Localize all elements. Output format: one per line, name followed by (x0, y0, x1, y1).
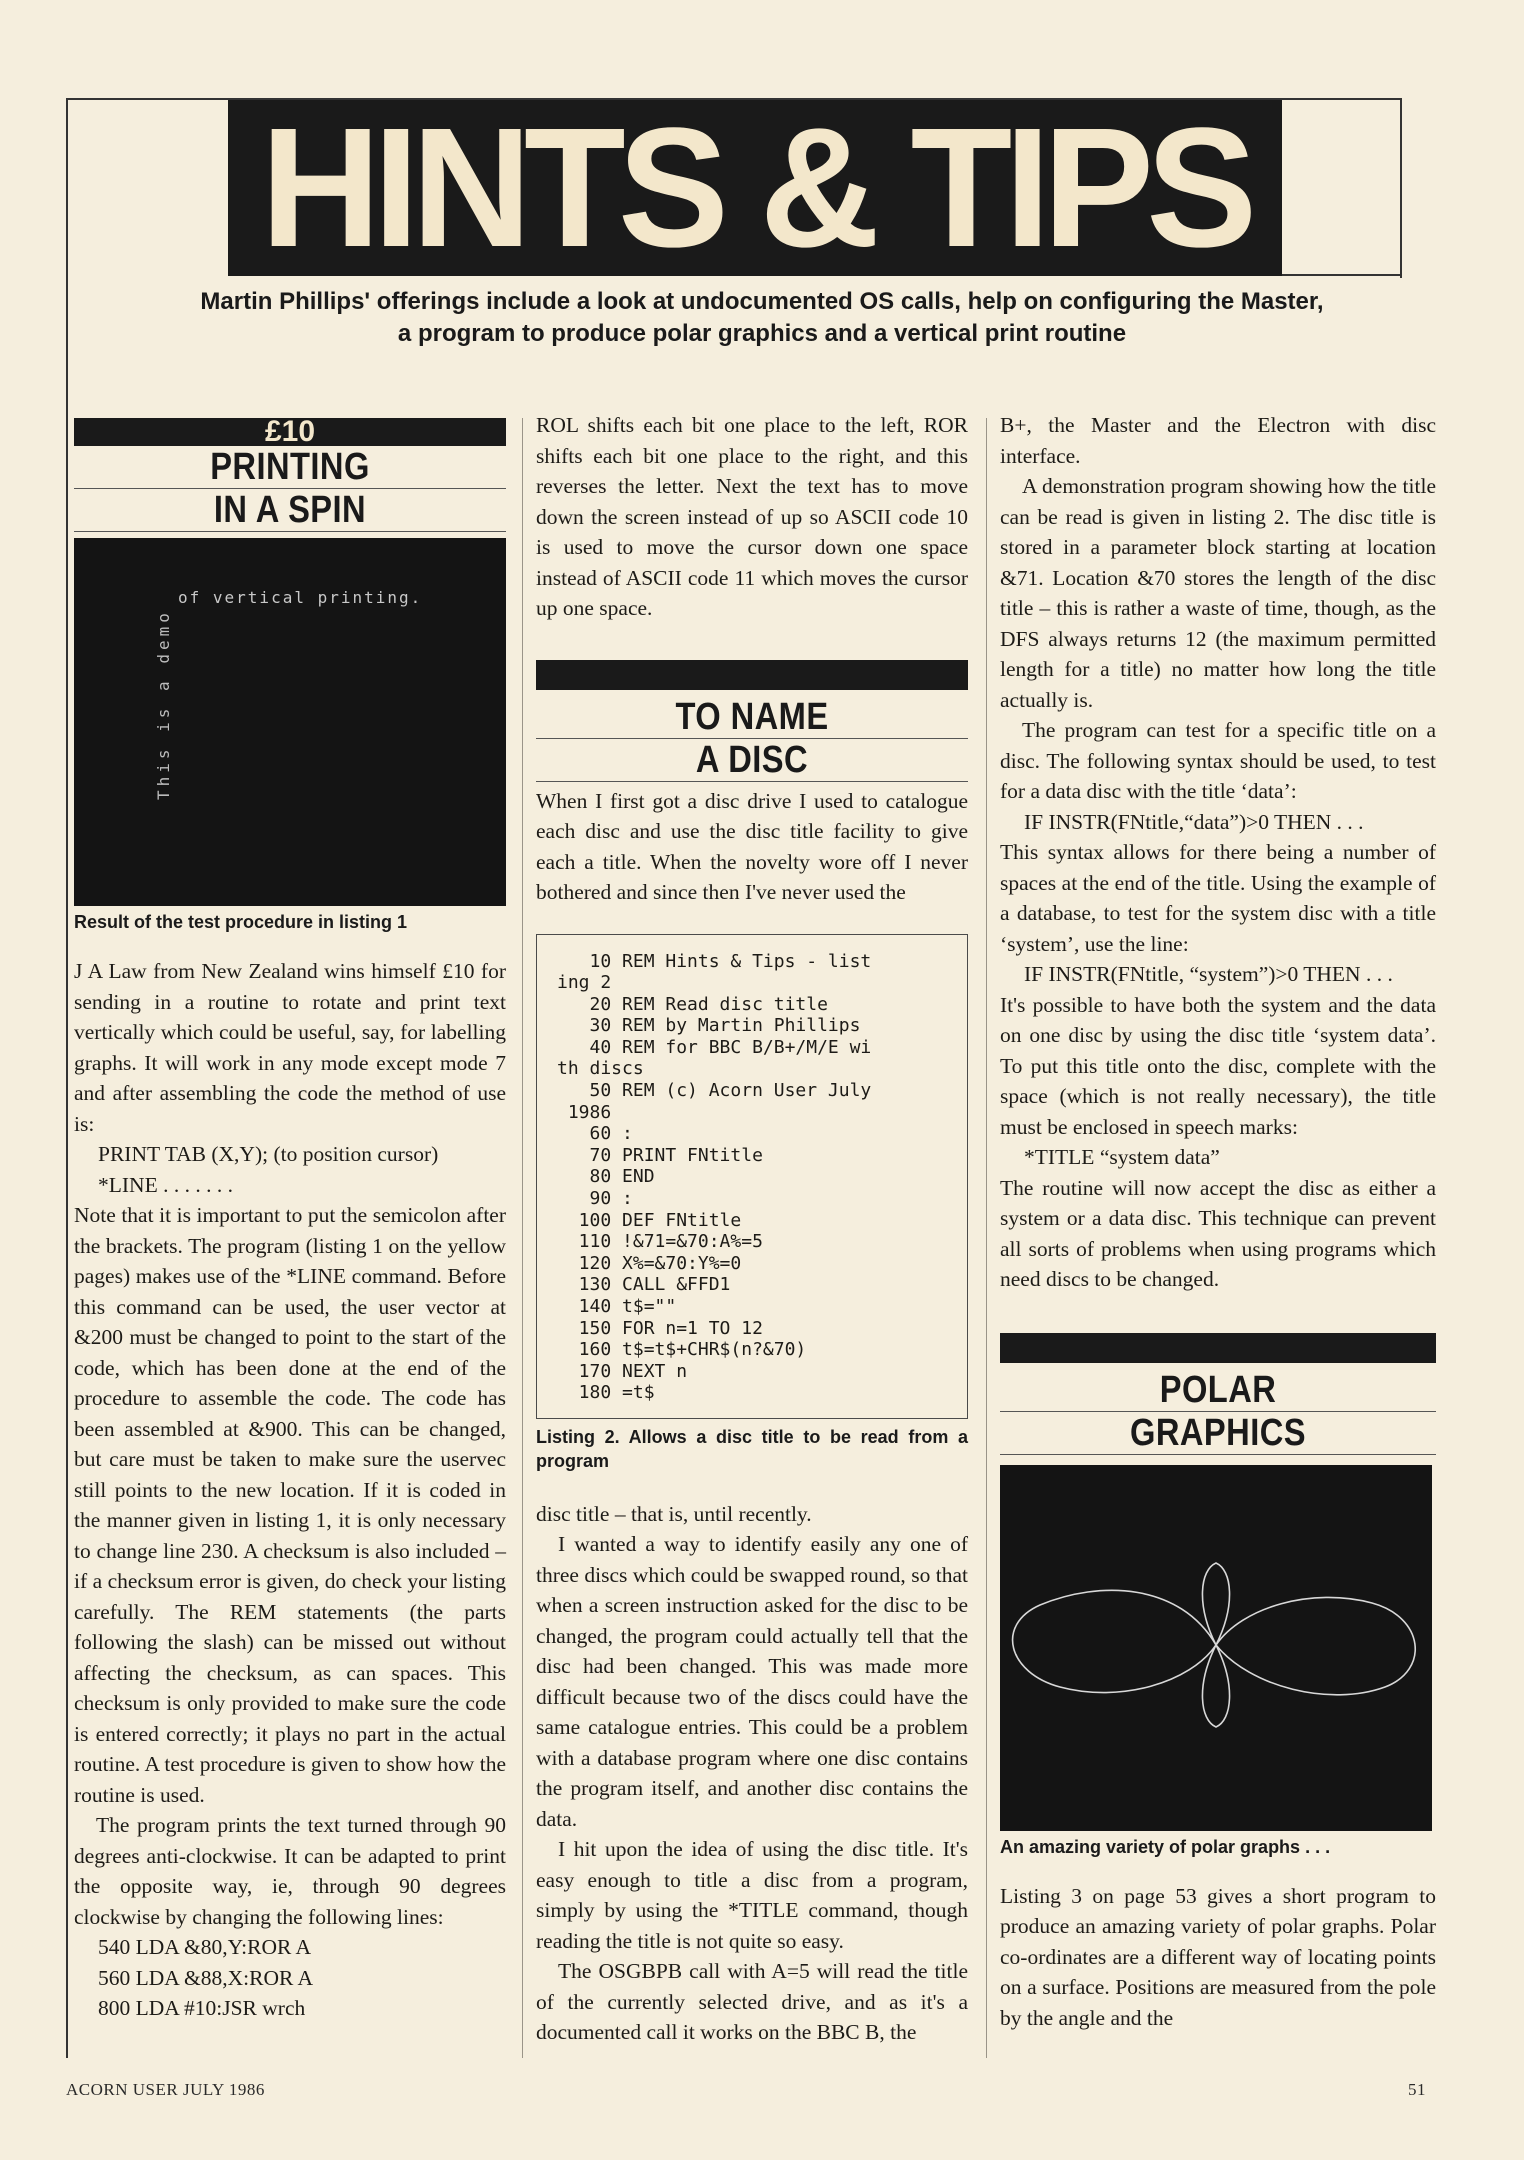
polar-graph-drawing (1000, 1465, 1432, 1831)
heading-rule (74, 531, 506, 532)
column-2 (536, 410, 968, 2048)
listing-caption: Listing 2. Allows a disc title to be read from a program (536, 1426, 968, 1471)
section-heading-polar (1000, 1333, 1436, 1455)
paragraph: When I first got a disc drive I used to catalogue each disc and use the disc title facility to give each a title. When the novelty wore off I never bothered and since then I've never used the (536, 788, 968, 904)
code-line: 540 LDA &80,Y:ROR A (98, 1935, 312, 1959)
heading-line-2: A DISC (695, 738, 809, 781)
paragraph: The OSGBPB call with A=5 will read the title of the currently selected drive, and as it's a documented call it works on the BBC B, the (536, 1959, 968, 2045)
image-caption: Result of the test procedure in listing 1 (74, 912, 408, 932)
paragraph: J A Law from New Zealand wins himself £10 for sending in a routine to rotate and print text vertically which could be useful, say, for labelling graphs. It will work in any mode except mode 7 and after assembling the code the method of use is: (74, 959, 506, 1136)
screen-horizontal-text: of vertical printing. (178, 588, 423, 607)
heading-line-2: GRAPHICS (1130, 1411, 1306, 1454)
code-line: *TITLE “system data” (1024, 1145, 1220, 1169)
article-body (536, 1499, 968, 2048)
code-line: IF INSTR(FNtitle, “system”)>0 THEN . . . (1024, 962, 1393, 986)
paragraph: I hit upon the idea of using the disc title. It's easy enough to title a disc from a program, simply by using the *TITLE command, though reading the title is not quite so easy. (536, 1837, 968, 1953)
paragraph: This syntax allows for there being a number of spaces at the end of the title. Using the example of a database, to test for the system disc with a title ‘system’, use the line: (1000, 840, 1436, 956)
section-heading-disc (536, 660, 968, 782)
page-frame-left (66, 98, 68, 2058)
paragraph: Listing 3 on page 53 gives a short program to produce an amazing variety of polar graphs. Polar co-ordinates are a different way of locating points on a surface. Positions are measured from the pole by the angle and the (1000, 1883, 1436, 2030)
polar-graph-screenshot (1000, 1465, 1432, 1831)
paragraph: Note that it is important to put the semicolon after the brackets. The program (listing 1 on the yellow pages) makes use of the *LINE command. Before this command can be used, the user vector at &200 must be changed to point to the start of the code, which has been done at the end of the procedure to assemble the code. The code has been assembled at &900. This can be changed, but care must be taken to make sure the uservec still points to the new location. If it is coded in the manner given in listing 1, it is only necessary to change line 230. A checksum is also included – if a checksum error is given, do check your listing carefully. The REM statements (the parts following the slash) can be missed out without affecting the checksum, as can spaces. This checksum is only provided to make sure the code is entered correctly; it plays no part in the actual routine. A test procedure is given to show how the routine is used. (74, 1203, 506, 1807)
paragraph: It's possible to have both the system and the data on one disc by using the disc title ‘system data’. To put this title onto the disc, complete with the space (which is not really necessary), the title must be enclosed in speech marks: (1000, 992, 1436, 1139)
section-heading-printing (74, 415, 506, 532)
title-rule (1282, 274, 1402, 276)
vertical-print-screenshot (74, 538, 506, 906)
page-number: 51 (1408, 2080, 1426, 2099)
column-rule (522, 418, 523, 2058)
command-line: *LINE . . . . . . . (98, 1172, 233, 1197)
article-body (74, 956, 506, 2024)
page-frame-right (1400, 98, 1402, 278)
standfirst-line-1: Martin Phillips' offerings include a look at undocumented OS calls, help on configuring the Master, (200, 288, 1324, 315)
heading-rule (1000, 1454, 1436, 1455)
standfirst (120, 286, 1404, 350)
heading-rule (536, 781, 968, 782)
code-line: 800 LDA #10:JSR wrch (98, 1996, 306, 2020)
prize-label: £10 (264, 415, 316, 448)
heading-line-1: TO NAME (675, 695, 829, 738)
paragraph: The routine will now accept the disc as either a system or a data disc. This technique can prevent all sorts of problems when using programs which need discs to be changed. (1000, 1175, 1436, 1291)
heading-bar (536, 660, 968, 690)
code-listing-2 (536, 934, 968, 1419)
column-rule (986, 418, 987, 2058)
paragraph: I wanted a way to identify easily any one of three discs which could be swapped round, so that when a screen instruction asked for the disc to be changed, the program could actually tell that the disc had been changed. This was made more difficult because two of the discs could have the same catalogue entries. This could be a problem with a database program where one disc contains the program itself, and another disc contains the data. (536, 1532, 968, 1831)
standfirst-line-2: a program to produce polar graphics and a vertical print routine (397, 320, 1127, 347)
paragraph: The program can test for a specific title on a disc. The following syntax should be used, to test for a data disc with the title ‘data’: (1000, 718, 1436, 803)
paragraph: B+, the Master and the Electron with disc interface. (1000, 413, 1436, 468)
code-line: IF INSTR(FNtitle,“data”)>0 THEN . . . (1024, 809, 1364, 834)
page-title: HINTS & TIPS (260, 100, 1250, 276)
heading-line-1: POLAR (1159, 1368, 1277, 1411)
heading-line-2: IN A SPIN (213, 489, 367, 531)
masthead-title-box (228, 100, 1282, 276)
paragraph: ROL shifts each bit one place to the left, ROR shifts each bit one place to the right, and this reverses the letter. Next the text has to move down the screen instead of up so ASCII code 10 is used to move the cursor down one space instead of ASCII code 11 which moves the cursor up one space. (536, 413, 968, 620)
screen-vertical-text: This is a demo (154, 609, 173, 800)
code-line: 560 LDA &88,X:ROR A (98, 1965, 314, 1990)
column-1 (74, 415, 506, 2024)
paragraph: A demonstration program showing how the title can be read is given in listing 2. The disc title is stored in a parameter block starting at location &71. Location &70 stores the length of the disc title – this is rather a waste of time, though, as the DFS always returns 12 (the maximum permitted length for a title) no matter how long the title actually is. (1000, 474, 1436, 712)
paragraph: The program prints the text turned through 90 degrees anti-clockwise. It can be adapted to print the opposite way, ie, through 90 degrees clockwise by changing the following lines: (74, 1813, 506, 1929)
footer-masthead: ACORN USER JULY 1986 (66, 2080, 265, 2099)
paragraph: disc title – that is, until recently. (536, 1501, 812, 1526)
listing-code: 10 REM Hints & Tips - list ing 2 20 REM Read disc title 30 REM by Martin Phillips 40 REM for BBC B/B+/M/E wi th discs 50 REM (c) Acorn User July 1986 60 : 70 PRINT FNtitle 80 END 90 : 100 DEF FNtitle 110 !&71=&70:A%=5 120 X%=&70:Y%=0 130 CALL &FFD1 140 t$="" 150 FOR n=1 TO 12 160 t$=t$+CHR$(n?&70) 170 NEXT n 180 =t$ (557, 950, 872, 1404)
command-line: PRINT TAB (X,Y); (to position cursor) (98, 1142, 439, 1166)
heading-bar (1000, 1333, 1436, 1363)
heading-line-1: PRINTING (210, 446, 370, 488)
image-caption: An amazing variety of polar graphs . . . (1000, 1836, 1331, 1857)
column-3 (1000, 410, 1436, 2033)
prize-bar (74, 415, 506, 448)
